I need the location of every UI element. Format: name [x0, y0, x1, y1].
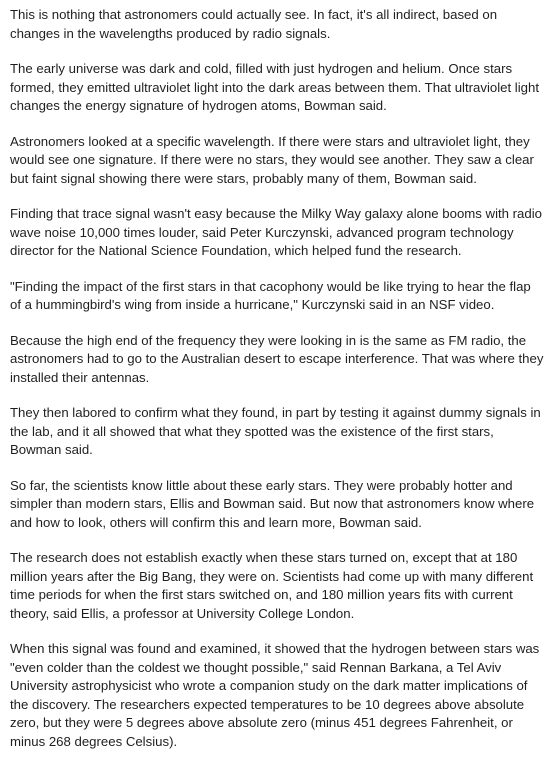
- paragraph-10: When this signal was found and examined, it showed that the hydrogen between stars was "even colder than the coldest we thought possible," said Rennan Barkana, a Tel Aviv University astrophysicist who wrote a companion study on the dark matter implications of the discovery. The researchers expected temperatures to be 10 degrees above absolute zero, but they were 5 degrees above absolute zero (minus 451 degrees Fahrenheit, or minus 268 degrees Celsius).: [10, 641, 540, 749]
- paragraph-4: Finding that trace signal wasn't easy because the Milky Way galaxy alone booms with radio wave noise 10,000 times louder, said Peter Kurczynski, advanced program technology director for the National Science Foundation, which helped fund the research.: [10, 206, 542, 258]
- paragraph-2: The early universe was dark and cold, filled with just hydrogen and helium. Once stars formed, they emitted ultraviolet light into the dark areas between them. That ultraviolet light changes the energy signature of hydrogen atoms, Bowman said.: [10, 61, 540, 113]
- paragraph-5: "Finding the impact of the first stars in that cacophony would be like trying to hear the flap of a hummingbird's wing from inside a hurricane," Kurczynski said in an NSF video.: [10, 278, 531, 312]
- paragraph-8: So far, the scientists know little about these early stars. They were probably hotter and simpler than modern stars, Ellis and Bowman said. But now that astronomers know where and how to look, others will confirm this and learn more, Bowman said.: [10, 477, 535, 530]
- paragraph-3: Astronomers looked at a specific wavelength. If there were stars and ultraviolet light, they would see one signature. If there were no stars, they would see another. They saw a clear but faint signal showing there were stars, probably many of them, Bowman said.: [10, 133, 534, 186]
- paragraph-9: The research does not establish exactly when these stars turned on, except that at 180 million years after the Big Bang, they were on. Scientists had come up with many different time periods for when the first stars switched on, and 180 million years fits with current theory, said Ellis, a professor at University College London.: [10, 550, 534, 621]
- paragraph-7: They then labored to confirm what they found, in part by testing it against dummy signals in the lab, and it all showed that what they spotted was the existence of the first stars, Bowman said.: [10, 405, 541, 457]
- paragraph-6: Because the high end of the frequency they were looking in is the same as FM radio, the astronomers had to go to the Australian desert to escape interference. That was where they installed their antennas.: [10, 332, 544, 385]
- paragraph-1: This is nothing that astronomers could actually see. In fact, it's all indirect, based on changes in the wavelengths produced by radio signals.: [10, 7, 498, 41]
